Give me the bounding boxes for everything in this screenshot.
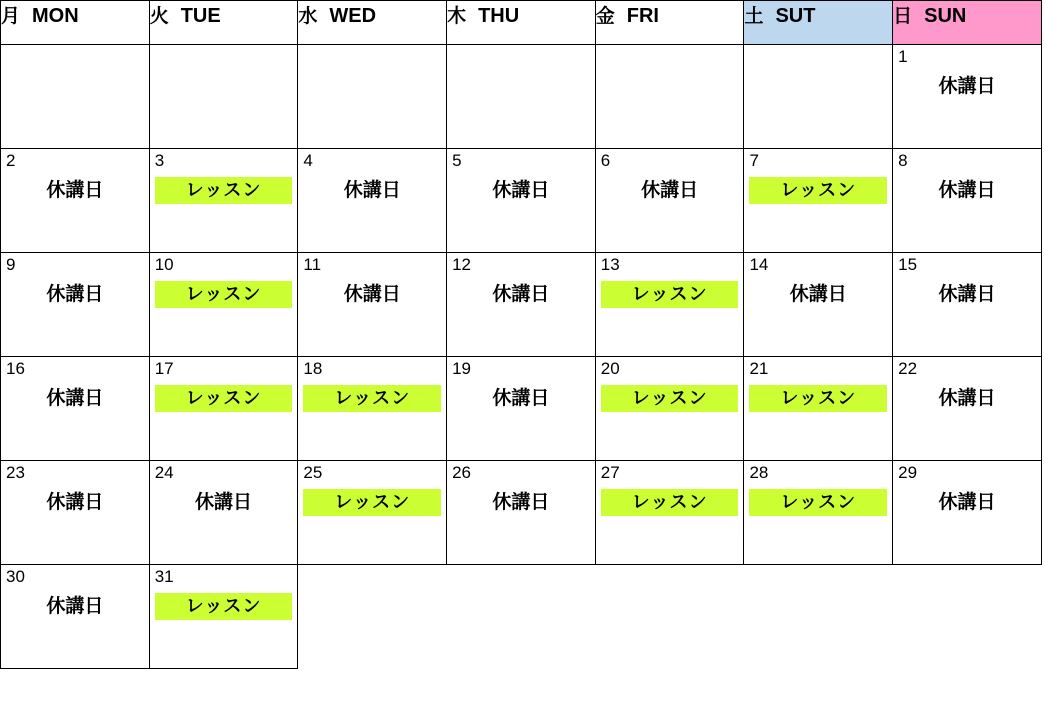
calendar-day-cell[interactable] <box>744 357 893 461</box>
calendar-day-cell[interactable] <box>298 357 447 461</box>
day-number: 31 <box>154 567 174 586</box>
weekday-kanji: 火 <box>149 6 169 27</box>
day-number <box>447 45 595 67</box>
calendar-day-cell[interactable] <box>149 357 298 461</box>
day-number: 5 <box>452 151 462 170</box>
day-number: 15 <box>898 255 918 274</box>
day-marker-wrap <box>596 177 744 206</box>
closed-day-label: 休講日 <box>938 283 996 305</box>
day-number: 18 <box>303 359 323 378</box>
day-number: 22 <box>898 359 918 378</box>
day-marker-wrap <box>298 281 446 310</box>
day-marker-wrap <box>150 489 298 518</box>
day-number: 25 <box>303 463 323 482</box>
calendar-day-cell[interactable] <box>149 565 298 669</box>
calendar-cell-blank <box>298 565 447 669</box>
calendar-header-wed <box>298 1 447 45</box>
calendar-day-cell[interactable] <box>149 461 298 565</box>
calendar-week-row <box>1 45 1042 149</box>
day-number: 21 <box>749 359 769 378</box>
calendar-day-cell[interactable] <box>595 253 744 357</box>
closed-day-label: 休講日 <box>46 283 104 305</box>
lesson-badge[interactable]: レッスン <box>749 385 887 412</box>
day-marker-wrap <box>150 593 298 620</box>
day-number: 19 <box>452 359 471 378</box>
lesson-badge[interactable]: レッスン <box>749 177 887 204</box>
calendar-header-thu <box>447 1 596 45</box>
closed-day-label: 休講日 <box>789 283 847 305</box>
day-marker-wrap <box>150 385 298 412</box>
weekday-kanji: 金 <box>595 6 615 27</box>
day-marker-wrap <box>744 177 892 204</box>
calendar-day-cell[interactable] <box>595 149 744 253</box>
closed-day-label: 休講日 <box>938 179 996 201</box>
day-number: 1 <box>898 47 908 66</box>
day-marker-wrap <box>596 489 744 516</box>
day-marker-wrap <box>298 385 446 412</box>
weekday-roman: SUN <box>924 5 967 27</box>
calendar-cell-empty[interactable] <box>298 45 447 149</box>
calendar-header-tue <box>149 1 298 45</box>
day-number: 2 <box>6 151 16 170</box>
day-number <box>744 45 892 67</box>
day-marker-wrap <box>893 281 1041 310</box>
weekday-kanji: 月 <box>1 6 21 27</box>
lesson-badge[interactable]: レッスン <box>601 489 739 516</box>
lesson-badge[interactable]: レッスン <box>601 281 739 308</box>
closed-day-label: 休講日 <box>492 179 550 201</box>
closed-day-label: 休講日 <box>343 283 401 305</box>
day-marker-wrap <box>1 489 149 518</box>
weekday-roman: THU <box>478 5 520 27</box>
calendar-header-row <box>1 1 1042 45</box>
calendar-cell-blank <box>595 565 744 669</box>
calendar-day-cell[interactable] <box>1 565 150 669</box>
calendar-week-row <box>1 253 1042 357</box>
lesson-badge[interactable]: レッスン <box>303 385 441 412</box>
day-number <box>1 45 149 67</box>
weekday-roman: TUE <box>180 5 221 27</box>
day-number: 8 <box>898 151 908 170</box>
calendar-cell-empty[interactable] <box>744 45 893 149</box>
calendar-header-sut <box>744 1 893 45</box>
day-number: 27 <box>600 463 620 482</box>
calendar-cell-blank <box>744 565 893 669</box>
lesson-badge[interactable]: レッスン <box>749 489 887 516</box>
weekday-kanji: 水 <box>298 6 318 27</box>
day-number: 23 <box>6 463 25 482</box>
calendar-day-cell[interactable] <box>447 253 596 357</box>
day-marker-wrap <box>1 385 149 414</box>
day-number: 11 <box>303 255 322 274</box>
day-number: 10 <box>154 255 174 274</box>
lesson-badge[interactable]: レッスン <box>303 489 441 516</box>
calendar-day-cell[interactable] <box>447 357 596 461</box>
lesson-badge[interactable]: レッスン <box>155 593 293 620</box>
day-number: 30 <box>6 567 25 586</box>
day-number: 6 <box>600 151 611 170</box>
day-number: 9 <box>6 255 16 274</box>
day-marker-wrap <box>744 385 892 412</box>
calendar-week-row <box>1 461 1042 565</box>
day-number: 17 <box>154 359 174 378</box>
day-marker-wrap <box>596 281 744 308</box>
closed-day-label: 休講日 <box>938 491 996 513</box>
closed-day-label: 休講日 <box>938 75 996 97</box>
calendar-day-cell[interactable] <box>744 253 893 357</box>
day-marker-wrap <box>150 281 298 308</box>
calendar-week-row <box>1 565 1042 669</box>
day-marker-wrap <box>447 385 595 414</box>
calendar-day-cell[interactable] <box>1 149 150 253</box>
weekday-roman: WED <box>329 5 377 27</box>
day-marker-wrap <box>447 177 595 206</box>
calendar-day-cell[interactable] <box>744 461 893 565</box>
calendar-week-row <box>1 149 1042 253</box>
calendar-cell-empty[interactable] <box>447 45 596 149</box>
weekday-roman: FRI <box>626 5 659 27</box>
calendar-day-cell[interactable] <box>893 357 1042 461</box>
day-number: 26 <box>452 463 471 482</box>
calendar-day-cell[interactable] <box>1 357 150 461</box>
day-marker-wrap <box>744 489 892 516</box>
day-number: 7 <box>749 151 759 170</box>
closed-day-label: 休講日 <box>492 387 550 409</box>
day-marker-wrap <box>298 489 446 516</box>
closed-day-label: 休講日 <box>46 387 104 409</box>
day-number: 3 <box>154 151 165 170</box>
calendar-cell-blank <box>893 565 1042 669</box>
day-number: 29 <box>898 463 918 482</box>
day-marker-wrap <box>744 281 892 310</box>
closed-day-label: 休講日 <box>46 491 104 513</box>
calendar-day-cell[interactable] <box>1 253 150 357</box>
day-marker-wrap <box>1 177 149 206</box>
day-marker-wrap <box>596 385 744 412</box>
calendar-day-cell[interactable] <box>149 253 298 357</box>
day-number: 28 <box>749 463 769 482</box>
calendar-header-sun <box>893 1 1042 45</box>
calendar-header-mon <box>1 1 150 45</box>
weekday-kanji: 日 <box>893 6 913 27</box>
calendar-day-cell[interactable] <box>595 357 744 461</box>
closed-day-label: 休講日 <box>195 491 253 513</box>
lesson-badge[interactable]: レッスン <box>601 385 739 412</box>
closed-day-label: 休講日 <box>492 283 550 305</box>
calendar-day-cell[interactable] <box>149 149 298 253</box>
calendar-day-cell[interactable] <box>298 461 447 565</box>
calendar-cell-empty[interactable] <box>595 45 744 149</box>
day-marker-wrap <box>447 281 595 310</box>
calendar-day-cell[interactable] <box>447 149 596 253</box>
day-marker-wrap <box>298 177 446 206</box>
calendar-day-cell[interactable] <box>893 149 1042 253</box>
lesson-badge[interactable]: レッスン <box>155 385 293 412</box>
closed-day-label: 休講日 <box>492 491 550 513</box>
calendar-week-row <box>1 357 1042 461</box>
day-marker-wrap <box>893 177 1041 206</box>
day-number: 14 <box>749 255 769 274</box>
calendar-cell-empty[interactable] <box>149 45 298 149</box>
calendar-day-cell[interactable] <box>595 461 744 565</box>
weekday-roman: MON <box>32 5 79 27</box>
calendar-day-cell[interactable] <box>893 45 1042 149</box>
lesson-badge[interactable]: レッスン <box>155 281 293 308</box>
weekday-kanji: 木 <box>447 6 467 27</box>
day-marker-wrap <box>893 385 1041 414</box>
day-number: 16 <box>6 359 25 378</box>
day-marker-wrap <box>893 73 1041 102</box>
calendar-day-cell[interactable] <box>893 461 1042 565</box>
day-number <box>596 45 744 67</box>
day-number: 20 <box>600 359 620 378</box>
day-number: 12 <box>452 255 471 274</box>
day-number <box>150 45 298 67</box>
calendar-cell-blank <box>447 565 596 669</box>
calendar-body <box>1 45 1042 669</box>
calendar-day-cell[interactable] <box>744 149 893 253</box>
weekday-roman: SUT <box>775 5 816 27</box>
day-marker-wrap <box>1 593 149 622</box>
day-marker-wrap <box>893 489 1041 518</box>
day-number: 13 <box>600 255 620 274</box>
calendar-header-fri <box>595 1 744 45</box>
closed-day-label: 休講日 <box>641 179 699 201</box>
closed-day-label: 休講日 <box>938 387 996 409</box>
day-number <box>298 45 446 67</box>
calendar-day-cell[interactable] <box>893 253 1042 357</box>
calendar-cell-empty[interactable] <box>1 45 150 149</box>
weekday-kanji: 土 <box>744 6 764 27</box>
day-marker-wrap <box>1 281 149 310</box>
lesson-badge[interactable]: レッスン <box>155 177 293 204</box>
day-marker-wrap <box>447 489 595 518</box>
closed-day-label: 休講日 <box>46 595 104 617</box>
closed-day-label: 休講日 <box>343 179 401 201</box>
day-marker-wrap <box>150 177 298 204</box>
calendar-day-cell[interactable] <box>298 149 447 253</box>
closed-day-label: 休講日 <box>46 179 104 201</box>
calendar-day-cell[interactable] <box>1 461 150 565</box>
day-number: 24 <box>154 463 174 482</box>
calendar-day-cell[interactable] <box>447 461 596 565</box>
calendar-day-cell[interactable] <box>298 253 447 357</box>
day-number: 4 <box>303 151 313 170</box>
